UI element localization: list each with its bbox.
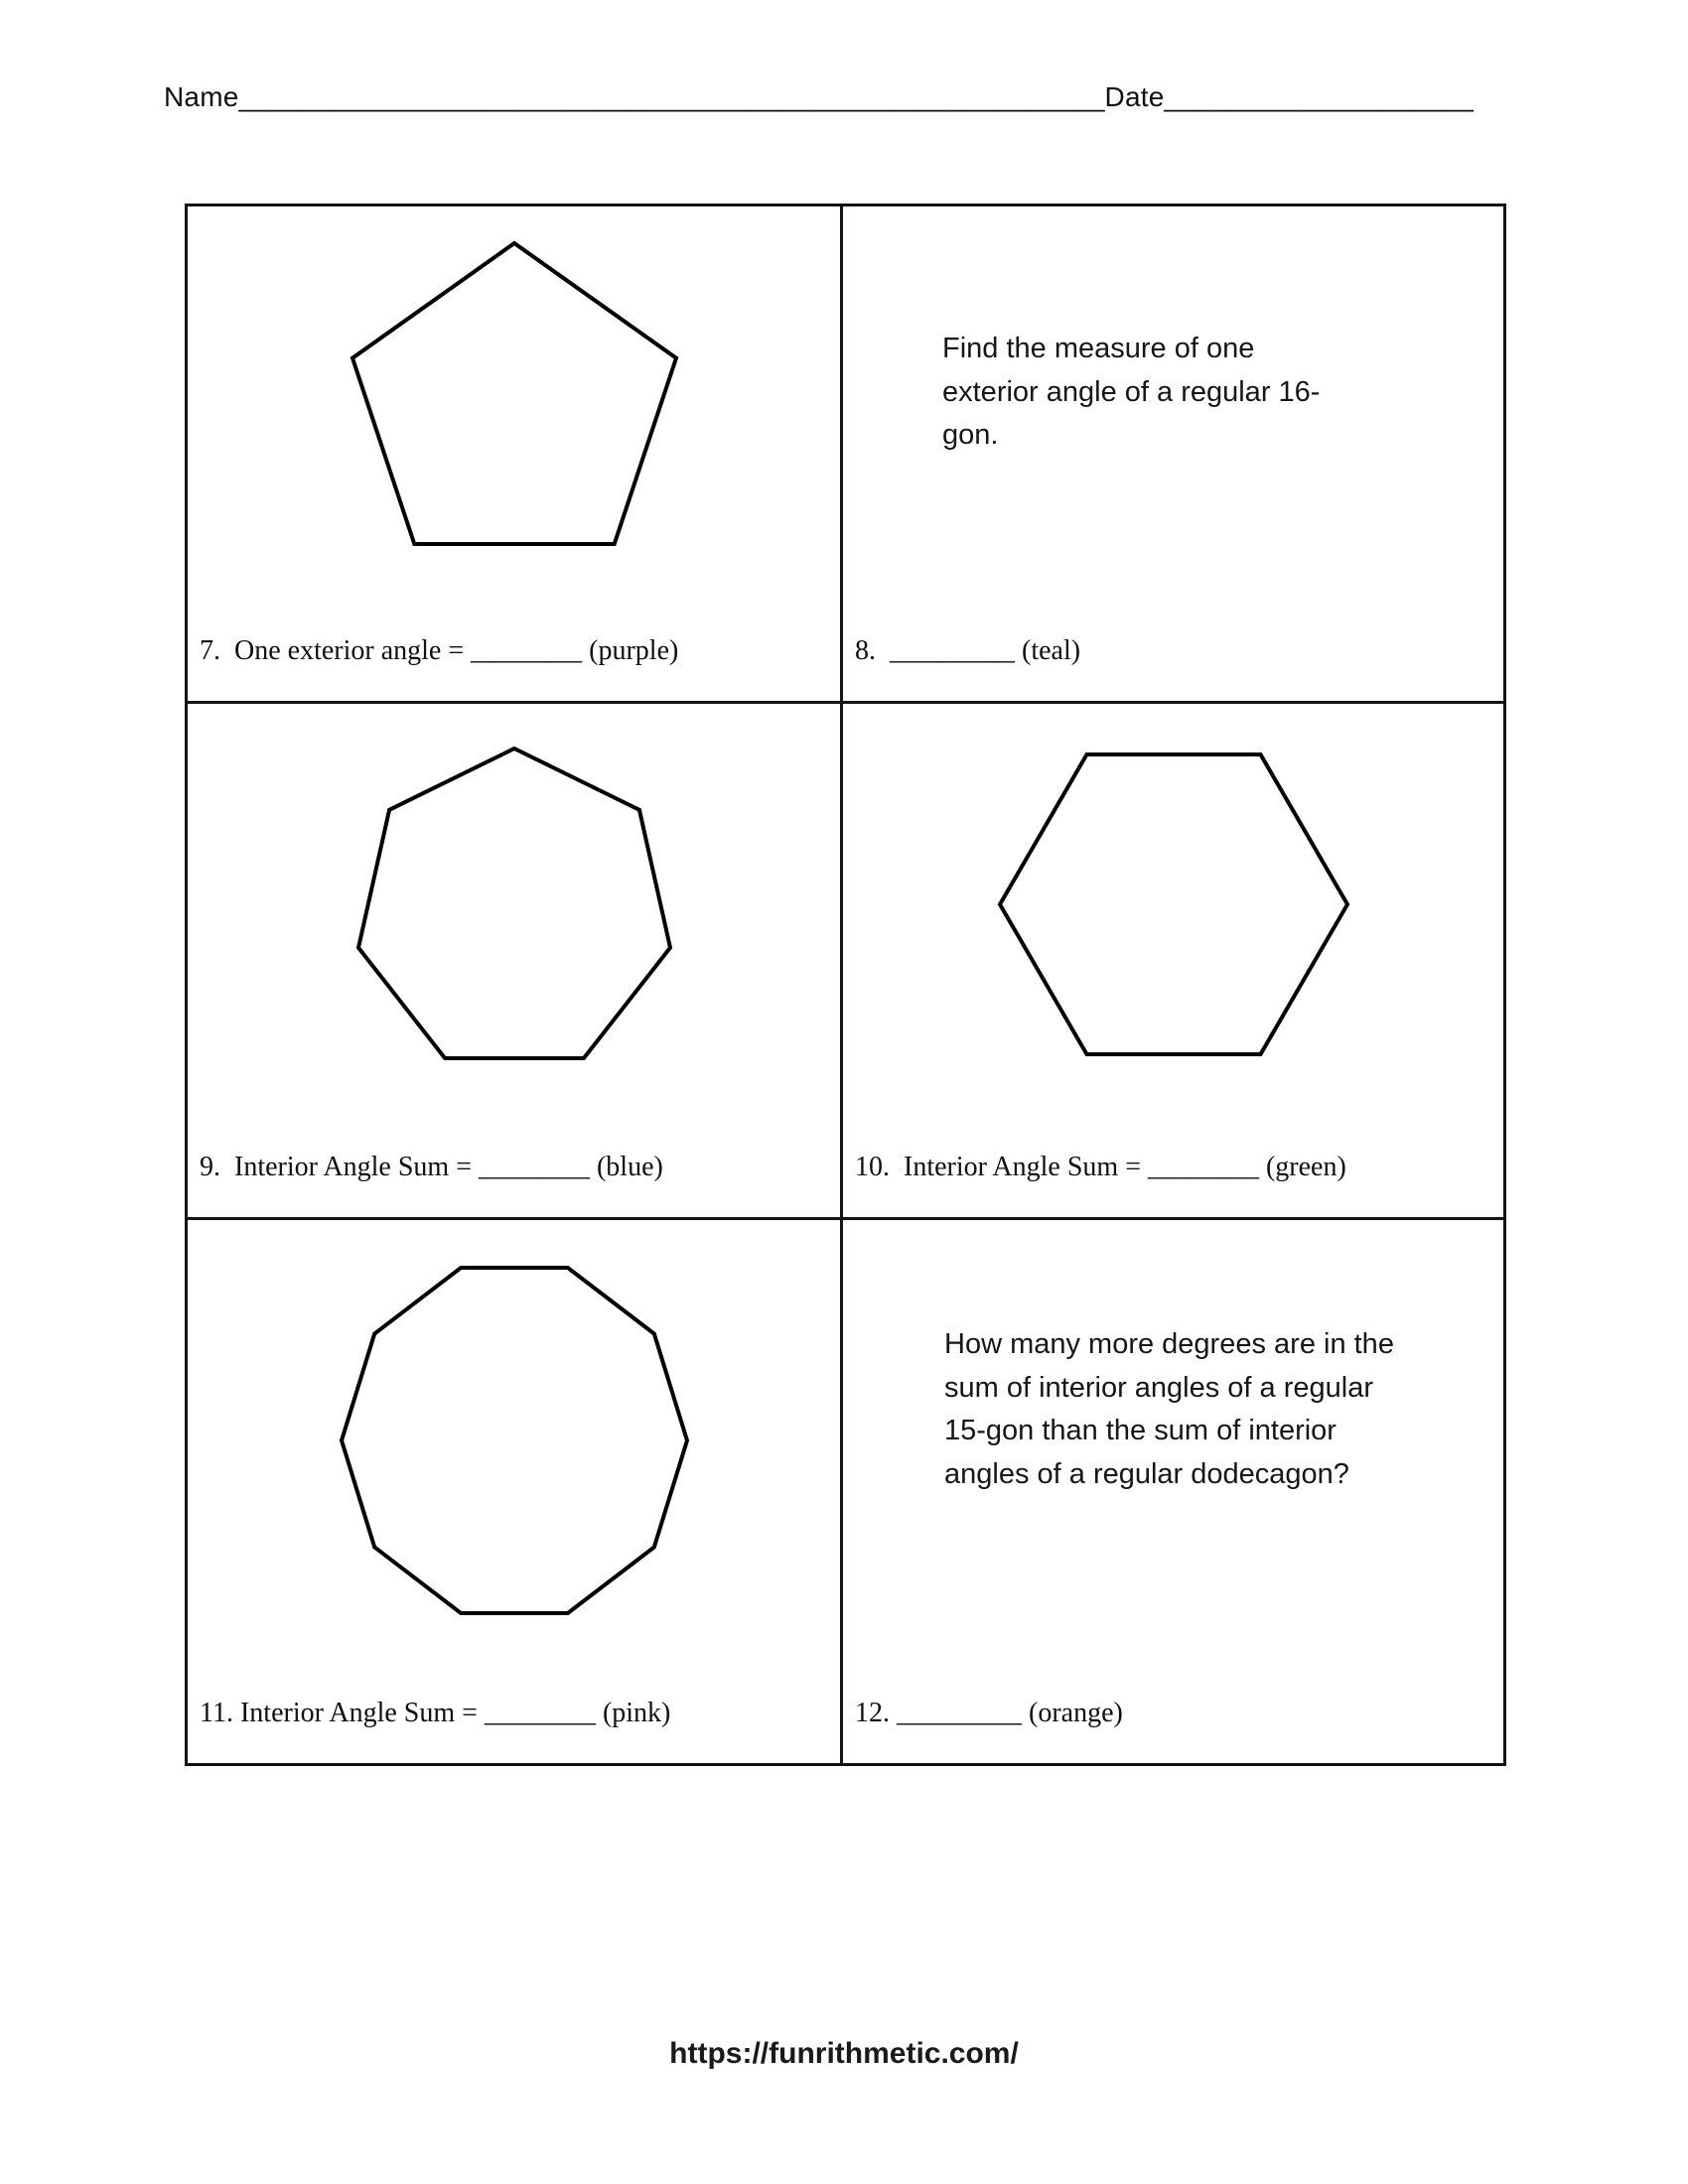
prompt-q8-text: Find the measure of one exterior angle of a regular 16-gon.	[942, 333, 1321, 451]
question-7: 7. One exterior angle = ________ (purple)	[200, 635, 679, 666]
cell-q11	[188, 1217, 840, 1763]
footer	[0, 2037, 1688, 2071]
heptagon-figure-wrap	[188, 745, 840, 1062]
date-label: Date	[1104, 81, 1165, 112]
hexagon-figure-wrap	[843, 751, 1503, 1058]
question-9: 9. Interior Angle Sum = ________ (blue)	[200, 1152, 663, 1182]
decagon-figure	[338, 1264, 691, 1617]
footer-url: https://funrithmetic.com/	[669, 2037, 1019, 2070]
question-11: 11. Interior Angle Sum = ________ (pink)	[200, 1698, 671, 1728]
question-8: 8. _________ (teal)	[855, 635, 1081, 666]
question-12: 12. _________ (orange)	[855, 1698, 1123, 1728]
name-blank-line: ________________________________________________________	[238, 81, 1105, 112]
question-10: 10. Interior Angle Sum = ________ (green)	[855, 1152, 1346, 1182]
date-blank-line: ____________________	[1164, 81, 1474, 112]
cell-q12	[840, 1217, 1503, 1763]
problems-grid	[185, 204, 1506, 1766]
cell-q8	[840, 206, 1503, 701]
hexagon-figure	[996, 751, 1351, 1058]
name-date-header	[164, 81, 1474, 113]
prompt-q12-text: How many more degrees are in the sum of interior angles of a regular 15-gon than the sum of interior angles of a regular dodecagon?	[944, 1328, 1394, 1490]
decagon-figure-wrap	[188, 1264, 840, 1617]
name-label: Name	[164, 81, 239, 112]
cell-q7	[188, 206, 840, 701]
pentagon-figure	[349, 239, 680, 548]
heptagon-figure	[354, 745, 674, 1062]
cell-q9	[188, 701, 840, 1217]
cell-q10	[840, 701, 1503, 1217]
pentagon-figure-wrap	[188, 239, 840, 548]
